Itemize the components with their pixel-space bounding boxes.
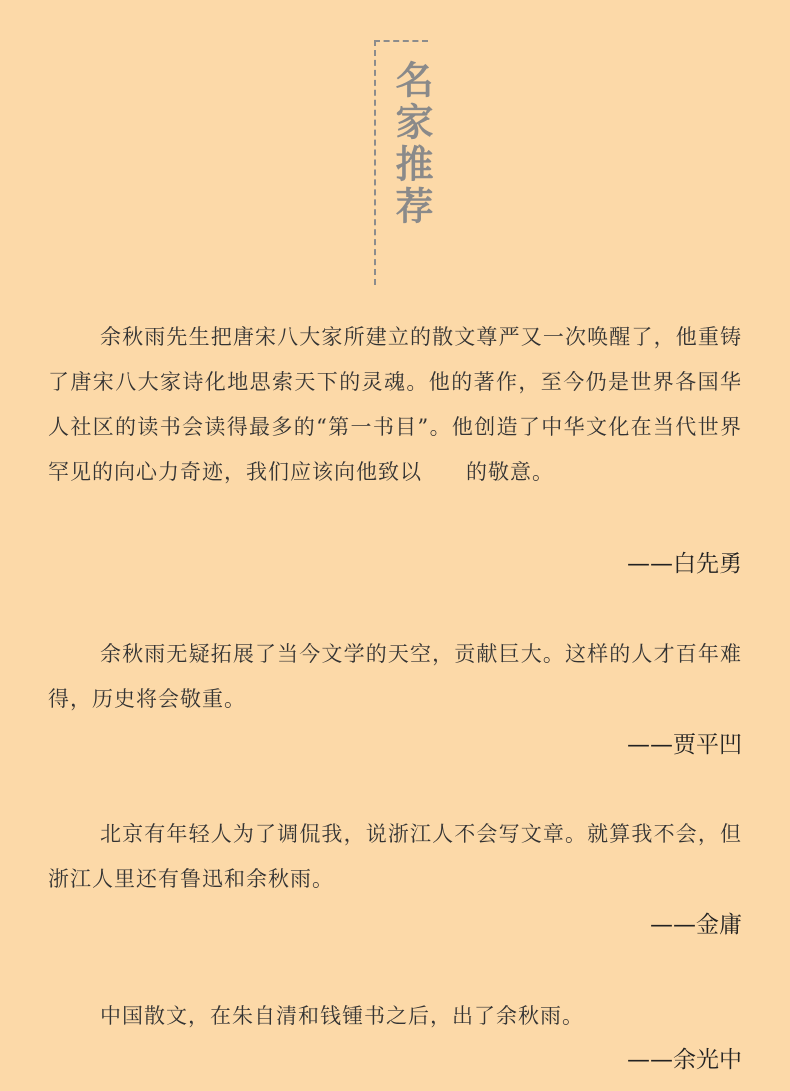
- quote-block: [48, 632, 742, 722]
- quote-block: [48, 812, 742, 902]
- quote-text: 余秋雨先生把唐宋八大家所建立的散文尊严又一次唤醒了，他重铸了唐宋八大家诗化地思索天下的灵魂。他的著作，至今仍是世界各国华人社区的读书会读得最多的“第一书目”。他创造了中华文化在当代世界罕见的向心力奇迹，我们应该向他致以 的敬意。: [48, 325, 742, 484]
- quote-author: ——贾平凹: [627, 732, 742, 758]
- quote-text: 北京有年轻人为了调侃我，说浙江人不会写文章。就算我不会，但浙江人里还有鲁迅和余秋雨。: [48, 822, 742, 891]
- quote-author: ——金庸: [650, 912, 742, 938]
- quote-block: [48, 994, 742, 1039]
- quote-text: 中国散文，在朱自清和钱锺书之后，出了余秋雨。: [100, 1004, 584, 1028]
- section-title: 名家推荐: [389, 60, 434, 228]
- quote-author: ——余光中: [627, 1047, 742, 1073]
- quote-author: ——白先勇: [627, 551, 742, 577]
- section-title-frame: [374, 40, 434, 285]
- quote-text: 余秋雨无疑拓展了当今文学的天空，贡献巨大。这样的人才百年难得，历史将会敬重。: [48, 642, 742, 711]
- quote-block: [48, 315, 742, 495]
